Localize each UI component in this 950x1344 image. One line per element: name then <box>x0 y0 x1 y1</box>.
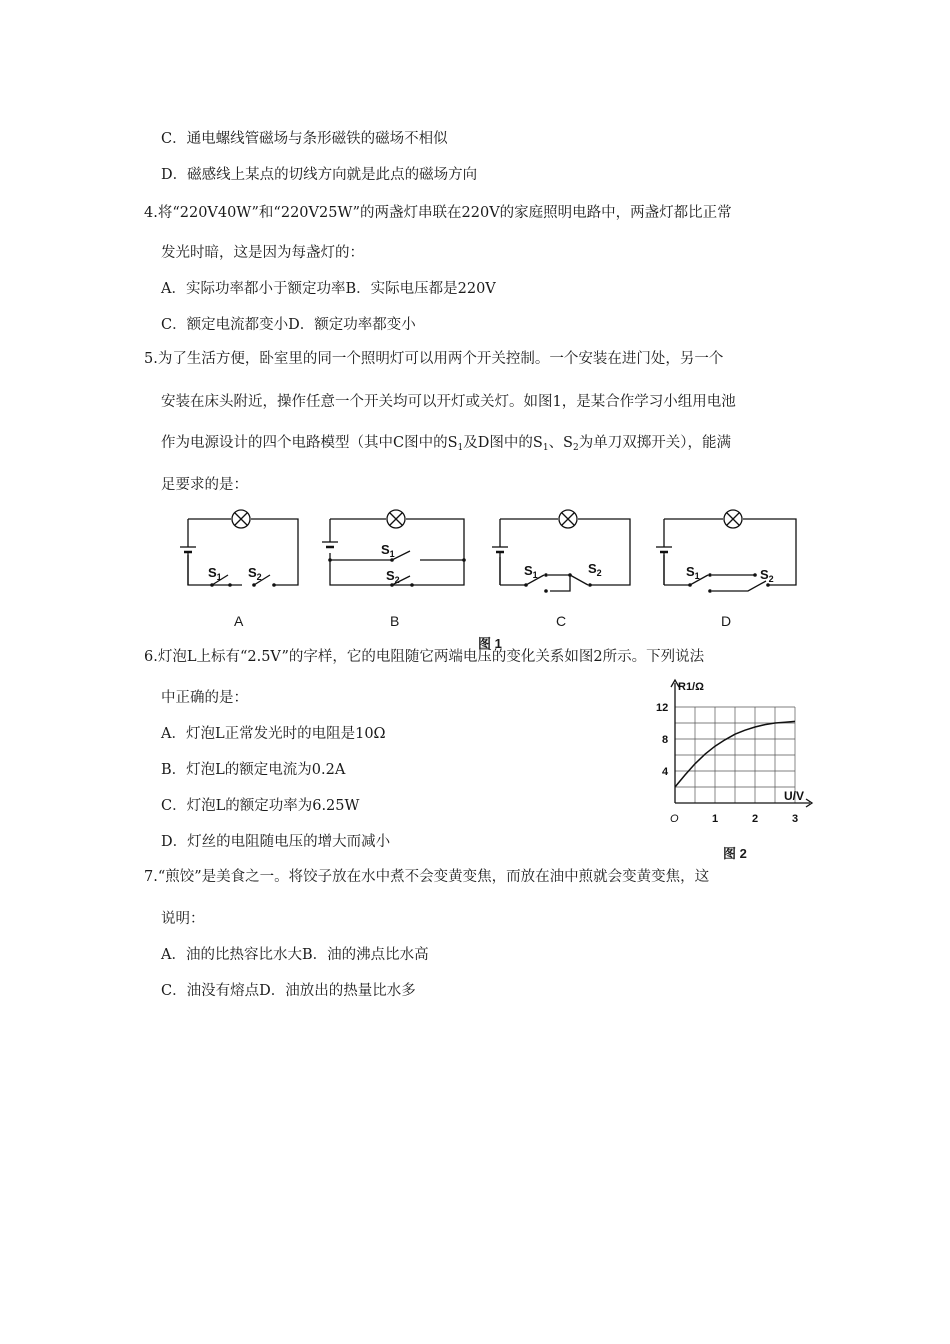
q5-stem-line3 <box>161 431 731 453</box>
q5-line3-sub1b: 1 <box>542 443 549 453</box>
caption-d: D <box>721 613 732 629</box>
q6-option-a: A．灯泡L正常发光时的电阻是10Ω <box>161 726 386 742</box>
x-tick-1: 1 <box>712 813 719 825</box>
switch-label-b2: $S_2$ <box>386 568 400 585</box>
figure-1-label: 图 1 <box>478 636 502 651</box>
x-axis-label: U/V <box>784 789 805 803</box>
q4-options-ab: A．实际功率都小于额定功率B．实际电压都是220V <box>161 281 496 297</box>
x-tick-2: 2 <box>752 813 759 825</box>
q4-stem-line2: 发光时暗，这是因为每盏灯的： <box>161 245 364 261</box>
y-axis-label: R1/Ω <box>678 681 704 693</box>
switch-label-d1: $S_1$ <box>686 564 700 581</box>
resistance-voltage-chart <box>656 675 820 840</box>
y-tick-4: 4 <box>662 766 669 778</box>
q3-option-d: D．磁感线上某点的切线方向就是此点的磁场方向 <box>161 167 478 183</box>
q5-stem-line2: 安装在床头附近，操作任意一个开关均可以开灯或关灯。如图1，是某合作学习小组用电池 <box>161 394 736 410</box>
switch-label-a1: $S_1$ <box>208 565 222 582</box>
figure-2-label: 图 2 <box>723 846 747 861</box>
x-tick-3: 3 <box>792 813 799 825</box>
switch-label-a2: $S_2$ <box>248 565 262 582</box>
q6-option-c: C．灯泡L的额定功率为6.25W <box>161 798 360 814</box>
q5-stem-line1: 5.为了生活方便，卧室里的同一个照明灯可以用两个开关控制。一个安装在进门处，另一个 <box>144 351 724 367</box>
y-tick-12: 12 <box>656 702 669 714</box>
switch-label-c1: $S_1$ <box>524 563 538 580</box>
q5-line3-part-b: 及D图中的S <box>463 435 543 451</box>
q4-stem-line1: 4.将“220V40W”和“220V25W”的两盏灯串联在220V的家庭照明电路中，两盏灯都比正常 <box>144 205 732 221</box>
caption-a: A <box>234 613 244 629</box>
q6-stem-line1: 6.灯泡L上标有“2.5V”的字样，它的电阻随它两端电压的变化关系如图2所示。下列说法 <box>144 649 705 665</box>
q5-line3-part-d: 为单刀双掷开关），能满 <box>578 435 731 451</box>
q5-line3-part-c: 、S <box>548 435 573 451</box>
circuit-diagrams <box>170 505 820 605</box>
q5-line3-part-a: 作为电源设计的四个电路模型（其中C图中的S <box>161 435 458 451</box>
q7-stem-line1: 7.“煎饺”是美食之一。将饺子放在水中煮不会变黄变焦，而放在油中煎就会变黄变焦，这 <box>144 869 710 885</box>
caption-c: C <box>556 613 567 629</box>
q7-options-ab: A．油的比热容比水大B．油的沸点比水高 <box>161 947 429 963</box>
q3-option-c: C．通电螺线管磁场与条形磁铁的磁场不相似 <box>161 131 448 147</box>
switch-label-d2: $S_2$ <box>760 567 774 584</box>
q6-stem-line2: 中正确的是： <box>161 690 248 706</box>
switch-label-b1: $S_1$ <box>381 542 395 559</box>
q4-options-cd: C．额定电流都变小D．额定功率都变小 <box>161 317 416 333</box>
q5-stem-line4: 足要求的是： <box>161 477 248 493</box>
caption-b: B <box>390 613 400 629</box>
q7-options-cd: C．油没有熔点D．油放出的热量比水多 <box>161 983 416 999</box>
y-tick-8: 8 <box>662 734 669 746</box>
q6-option-d: D．灯丝的电阻随电压的增大而减小 <box>161 834 391 850</box>
switch-label-c2: $S_2$ <box>588 561 602 578</box>
q5-line3-sub1: 1 <box>457 443 464 453</box>
q5-line3-sub2: 2 <box>573 443 579 453</box>
q7-stem-line2: 说明： <box>161 911 205 927</box>
circuit-c <box>492 510 630 591</box>
circuit-d <box>656 510 796 591</box>
q6-option-b: B．灯泡L的额定电流为0.2A <box>161 762 346 778</box>
origin-label: O <box>670 813 679 825</box>
circuit-a <box>180 510 298 585</box>
